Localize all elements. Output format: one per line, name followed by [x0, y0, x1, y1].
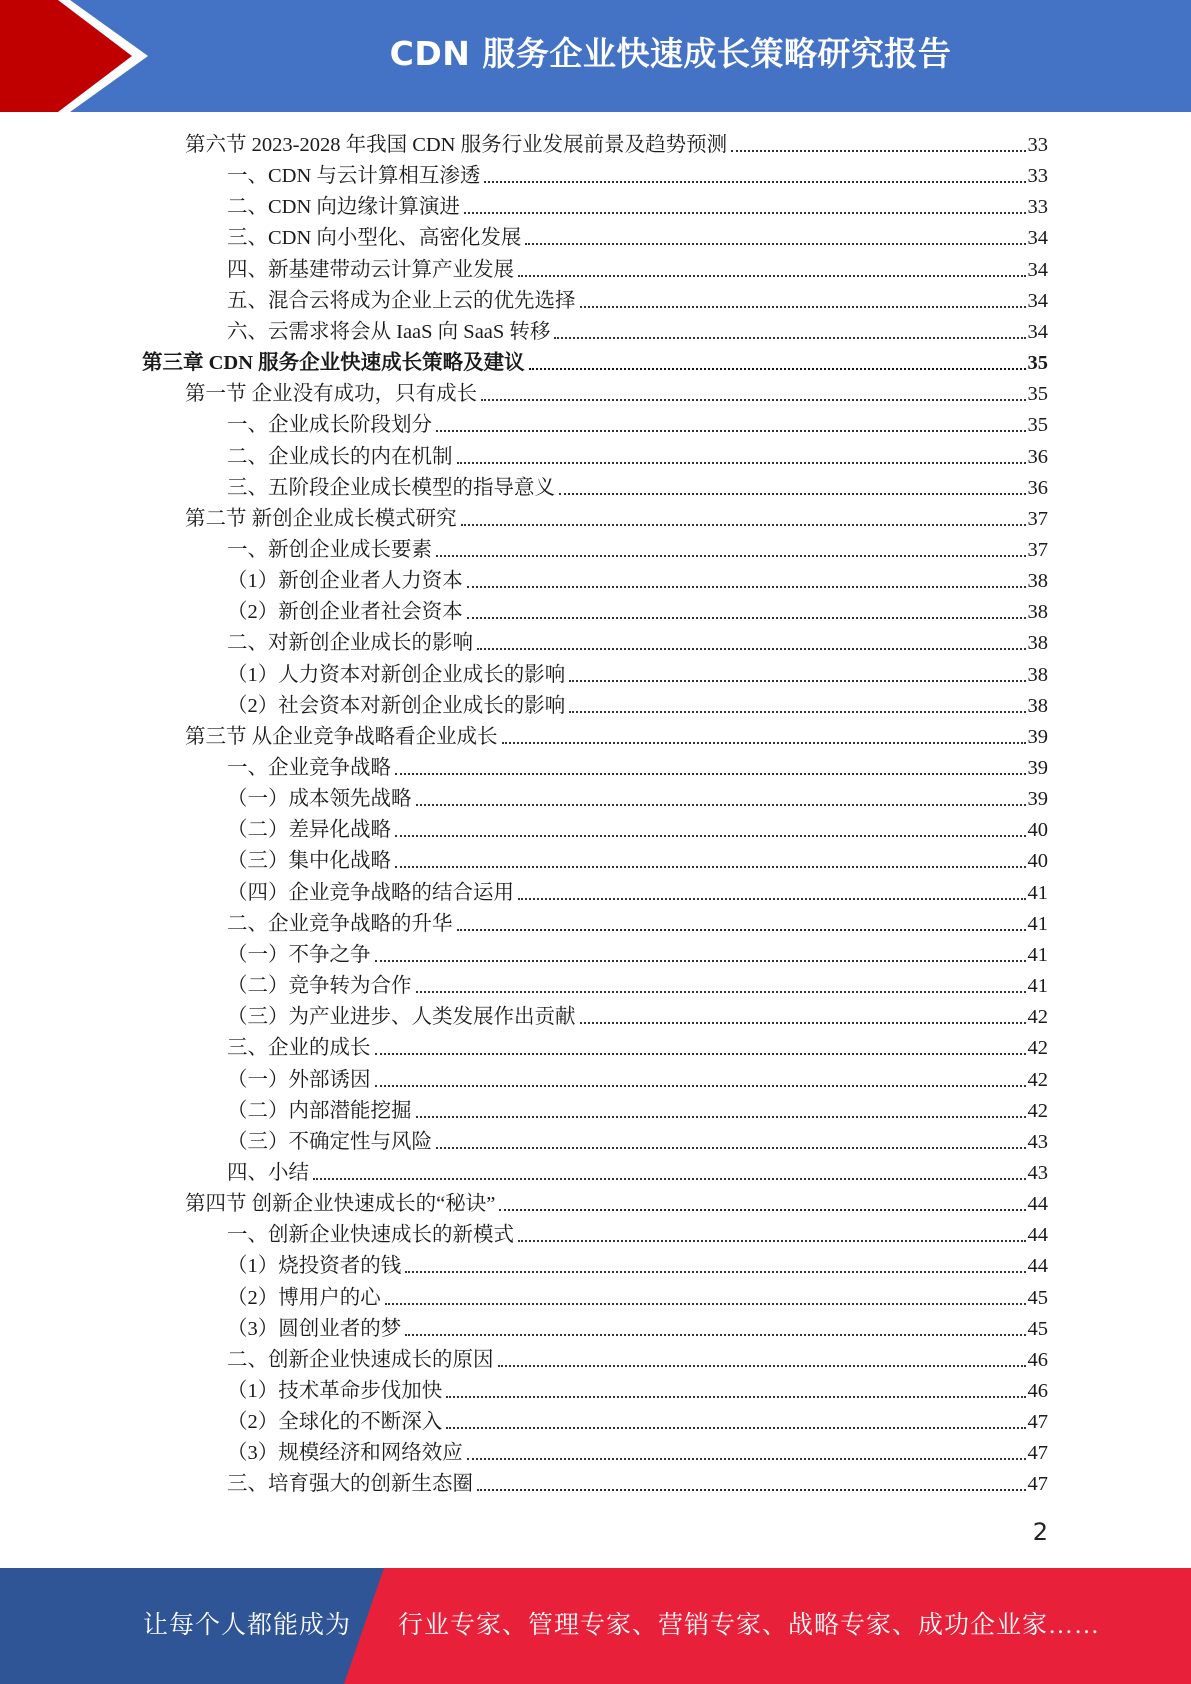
toc-entry-page: 42	[1027, 1037, 1048, 1060]
toc-entry-page: 38	[1027, 632, 1048, 655]
toc-entry-label: 一、新创企业成长要素	[227, 538, 432, 561]
toc-entry-page: 42	[1027, 1006, 1048, 1029]
toc-entry-page: 33	[1027, 196, 1048, 219]
toc-dot-leader	[457, 462, 1026, 464]
toc-entry-label: （二）内部潜能挖掘	[227, 1099, 412, 1122]
toc-entry-page: 47	[1027, 1411, 1048, 1434]
toc-dot-leader	[375, 1085, 1026, 1087]
toc-dot-leader	[559, 493, 1026, 495]
toc-subsection-entry[interactable]	[227, 1155, 1048, 1186]
toc-entry-label: （2）社会资本对新创企业成长的影响	[227, 694, 566, 717]
toc-dot-leader	[499, 1209, 1025, 1211]
toc-subsection-entry[interactable]	[227, 875, 1048, 906]
toc-entry-label: 三、五阶段企业成长模型的指导意义	[227, 476, 555, 499]
toc-dot-leader	[436, 430, 1026, 432]
toc-entry-page: 46	[1027, 1348, 1048, 1371]
toc-subsection-entry[interactable]	[227, 812, 1048, 843]
toc-dot-leader	[464, 212, 1026, 214]
toc-dot-leader	[554, 337, 1025, 339]
toc-dot-leader	[525, 243, 1025, 245]
toc-entry-page: 45	[1027, 1317, 1048, 1340]
toc-entry-label: 一、创新企业快速成长的新模式	[227, 1224, 514, 1247]
toc-entry-label: （2）全球化的不断深入	[227, 1411, 443, 1434]
toc-entry-label: 四、小结	[227, 1161, 309, 1184]
toc-entry-page: 36	[1027, 445, 1048, 468]
toc-dot-leader	[569, 711, 1025, 713]
toc-entry-label: 五、混合云将成为企业上云的优先选择	[227, 289, 576, 312]
toc-subsection-entry[interactable]	[227, 781, 1048, 812]
toc-dot-leader	[518, 898, 1026, 900]
toc-dot-leader	[416, 804, 1026, 806]
toc-subsection-entry[interactable]	[227, 1124, 1048, 1155]
toc-dot-leader	[467, 586, 1026, 588]
toc-entry-page: 34	[1027, 289, 1048, 312]
toc-subsection-entry[interactable]	[227, 1466, 1048, 1497]
toc-chapter-entry[interactable]	[142, 345, 1048, 376]
toc-entry-page: 35	[1027, 414, 1048, 437]
toc-subsection-entry[interactable]	[227, 1093, 1048, 1124]
toc-entry-label: （三）为产业进步、人类发展作出贡献	[227, 1006, 576, 1029]
toc-entry-page: 34	[1027, 258, 1048, 281]
toc-entry-page: 44	[1027, 1224, 1048, 1247]
toc-subsection-entry[interactable]	[227, 439, 1048, 470]
toc-entry-page: 36	[1027, 476, 1048, 499]
toc-entry-label: 二、企业成长的内在机制	[227, 445, 453, 468]
toc-entry-label: （3）规模经济和网络效应	[227, 1442, 463, 1465]
toc-subsection-entry[interactable]	[227, 220, 1048, 251]
toc-entry-page: 41	[1027, 943, 1048, 966]
toc-dot-leader	[477, 648, 1026, 650]
toc-dot-leader	[467, 617, 1026, 619]
toc-dot-leader	[375, 960, 1026, 962]
toc-section-entry[interactable]	[185, 719, 1048, 750]
toc-subsection-entry[interactable]	[227, 1404, 1048, 1435]
toc-entry-page: 40	[1027, 850, 1048, 873]
toc-dot-leader	[457, 929, 1026, 931]
toc-entry-label: （一）外部诱因	[227, 1068, 371, 1091]
toc-entry-label: 一、企业竞争战略	[227, 757, 391, 779]
toc-entry-page: 45	[1027, 1286, 1048, 1309]
toc-subsection-entry[interactable]	[227, 968, 1048, 999]
toc-subsection-entry[interactable]	[227, 1030, 1048, 1061]
toc-subsection-entry[interactable]	[227, 1373, 1048, 1404]
toc-entry-page: 41	[1027, 912, 1048, 935]
toc-entry-page: 33	[1027, 165, 1048, 188]
toc-subsection-entry[interactable]	[227, 1280, 1048, 1311]
toc-entry-page: 39	[1027, 757, 1048, 779]
toc-entry-label: 一、CDN 与云计算相互渗透	[227, 165, 481, 188]
toc-section-entry[interactable]	[185, 1186, 1048, 1217]
toc-subsection-entry[interactable]	[227, 688, 1048, 719]
toc-subsection-entry[interactable]	[227, 314, 1048, 345]
toc-subsection-entry[interactable]	[227, 1062, 1048, 1093]
toc-entry-page: 33	[1027, 134, 1048, 156]
toc-dot-leader	[569, 680, 1025, 682]
footer-slogan-left: 让每个人都能成为	[143, 1612, 352, 1639]
toc-subsection-entry[interactable]	[227, 937, 1048, 968]
toc-section-entry[interactable]	[185, 127, 1048, 158]
page-number: 2	[1032, 1518, 1048, 1546]
toc-entry-label: （3）圆创业者的梦	[227, 1317, 402, 1340]
toc-entry-label: 三、培育强大的创新生态圈	[227, 1473, 473, 1496]
toc-subsection-entry[interactable]	[227, 470, 1048, 501]
toc-entry-label: 六、云需求将会从 IaaS 向 SaaS 转移	[227, 320, 551, 343]
toc-entry-label: （二）差异化战略	[227, 819, 391, 842]
toc-dot-leader	[467, 1458, 1026, 1460]
toc-dot-leader	[461, 524, 1026, 526]
toc-dot-leader	[436, 555, 1026, 557]
toc-subsection-entry[interactable]	[227, 625, 1048, 656]
toc-subsection-entry[interactable]	[227, 158, 1048, 189]
toc-entry-label: 第四节 创新企业快速成长的“秘诀”	[185, 1193, 496, 1216]
toc-entry-page: 38	[1027, 694, 1048, 717]
toc-entry-label: 二、CDN 向边缘计算演进	[227, 196, 460, 219]
toc-entry-page: 41	[1027, 975, 1048, 998]
toc-entry-page: 46	[1027, 1380, 1048, 1402]
toc-entry-page: 47	[1027, 1473, 1048, 1496]
toc-subsection-entry[interactable]	[227, 750, 1048, 781]
toc-subsection-entry[interactable]	[227, 843, 1048, 874]
toc-dot-leader	[416, 1116, 1026, 1118]
toc-entry-page: 37	[1027, 538, 1048, 561]
toc-entry-page: 42	[1027, 1068, 1048, 1091]
toc-dot-leader	[529, 368, 1026, 370]
toc-subsection-entry[interactable]	[227, 999, 1048, 1030]
toc-entry-label: 三、CDN 向小型化、高密化发展	[227, 227, 522, 250]
toc-subsection-entry[interactable]	[227, 1311, 1048, 1342]
toc-dot-leader	[484, 181, 1025, 183]
toc-dot-leader	[416, 991, 1026, 993]
toc-entry-label: 第三章 CDN 服务企业快速成长策略及建议	[142, 352, 525, 375]
toc-dot-leader	[481, 399, 1025, 401]
toc-entry-label: （一）不争之争	[227, 943, 371, 966]
toc-dot-leader	[518, 275, 1026, 277]
toc-entry-label: 二、对新创企业成长的影响	[227, 632, 473, 655]
toc-entry-label: 第三节 从企业竞争战略看企业成长	[185, 725, 498, 748]
toc-entry-label: 第一节 企业没有成功，只有成长	[185, 383, 478, 406]
toc-entry-page: 38	[1027, 570, 1048, 593]
toc-entry-page: 43	[1027, 1130, 1048, 1153]
toc-entry-label: 第二节 新创企业成长模式研究	[185, 507, 457, 530]
toc-entry-label: 一、企业成长阶段划分	[227, 414, 432, 437]
toc-dot-leader	[375, 1053, 1026, 1055]
toc-dot-leader	[436, 1147, 1026, 1149]
document-title: CDN 服务企业快速成长策略研究报告	[389, 34, 952, 73]
toc-dot-leader	[395, 835, 1026, 837]
toc-dot-leader	[405, 1271, 1025, 1273]
toc-entry-page: 34	[1027, 320, 1048, 343]
toc-dot-leader	[502, 742, 1026, 744]
toc-subsection-entry[interactable]	[227, 563, 1048, 594]
toc-entry-page: 42	[1027, 1099, 1048, 1122]
toc-subsection-entry[interactable]	[227, 1342, 1048, 1373]
toc-subsection-entry[interactable]	[227, 407, 1048, 438]
toc-section-entry[interactable]	[185, 376, 1048, 407]
toc-dot-leader	[395, 773, 1026, 775]
toc-subsection-entry[interactable]	[227, 594, 1048, 625]
toc-dot-leader	[477, 1489, 1026, 1491]
toc-dot-leader	[498, 1365, 1026, 1367]
toc-entry-label: （二）竞争转为合作	[227, 975, 412, 998]
toc-subsection-entry[interactable]	[227, 252, 1048, 283]
toc-subsection-entry[interactable]	[227, 189, 1048, 220]
toc-entry-page: 44	[1027, 1255, 1048, 1278]
toc-dot-leader	[405, 1334, 1025, 1336]
toc-entry-page: 38	[1027, 663, 1048, 686]
toc-subsection-entry[interactable]	[227, 532, 1048, 563]
toc-entry-label: 第六节 2023-2028 年我国 CDN 服务行业发展前景及趋势预测	[185, 134, 728, 156]
toc-entry-page: 40	[1027, 819, 1048, 842]
toc-subsection-entry[interactable]	[227, 657, 1048, 688]
toc-entry-label: （2）新创企业者社会资本	[227, 601, 463, 624]
toc-entry-label: （三）集中化战略	[227, 850, 391, 873]
footer-banner	[0, 1568, 1191, 1684]
toc-section-entry[interactable]	[185, 501, 1048, 532]
footer-slogan-right: 行业专家、管理专家、营销专家、战略专家、成功企业家……	[398, 1612, 1101, 1639]
toc-entry-page: 41	[1027, 881, 1048, 904]
toc-dot-leader	[446, 1427, 1025, 1429]
toc-entry-label: （2）博用户的心	[227, 1286, 381, 1309]
toc-entry-label: （1）人力资本对新创企业成长的影响	[227, 663, 566, 686]
toc-dot-leader	[518, 1240, 1026, 1242]
toc-dot-leader	[580, 1022, 1026, 1024]
toc-entry-label: （1）新创企业者人力资本	[227, 570, 463, 593]
toc-entry-label: （一）成本领先战略	[227, 788, 412, 811]
toc-entry-label: （三）不确定性与风险	[227, 1130, 432, 1153]
toc-dot-leader	[446, 1396, 1025, 1398]
toc-entry-page: 34	[1027, 227, 1048, 250]
toc-entry-label: （四）企业竞争战略的结合运用	[227, 881, 514, 904]
toc-entry-page: 39	[1027, 725, 1048, 748]
toc-dot-leader	[580, 306, 1026, 308]
toc-entry-label: 二、企业竞争战略的升华	[227, 912, 453, 935]
toc-dot-leader	[395, 866, 1026, 868]
toc-entry-label: 四、新基建带动云计算产业发展	[227, 258, 514, 281]
toc-dot-leader	[385, 1303, 1026, 1305]
toc-entry-page: 39	[1027, 788, 1048, 811]
toc-subsection-entry[interactable]	[227, 1435, 1048, 1466]
header-banner	[0, 0, 1191, 112]
toc-subsection-entry[interactable]	[227, 283, 1048, 314]
toc-entry-page: 38	[1027, 601, 1048, 624]
toc-entry-label: 三、企业的成长	[227, 1037, 371, 1060]
toc-dot-leader	[313, 1178, 1026, 1180]
toc-entry-page: 44	[1027, 1193, 1048, 1216]
toc-entry-page: 35	[1027, 383, 1048, 406]
toc-entry-page: 43	[1027, 1161, 1048, 1184]
toc-entry-page: 37	[1027, 507, 1048, 530]
toc-entry-label: 二、创新企业快速成长的原因	[227, 1348, 494, 1371]
toc-subsection-entry[interactable]	[227, 906, 1048, 937]
toc-subsection-entry[interactable]	[227, 1248, 1048, 1279]
toc-entry-page: 35	[1027, 352, 1048, 375]
toc-subsection-entry[interactable]	[227, 1217, 1048, 1248]
toc-dot-leader	[731, 150, 1025, 152]
toc-entry-page: 47	[1027, 1442, 1048, 1465]
toc-entry-label: （1）烧投资者的钱	[227, 1255, 402, 1278]
toc-entry-label: （1）技术革命步伐加快	[227, 1380, 443, 1402]
